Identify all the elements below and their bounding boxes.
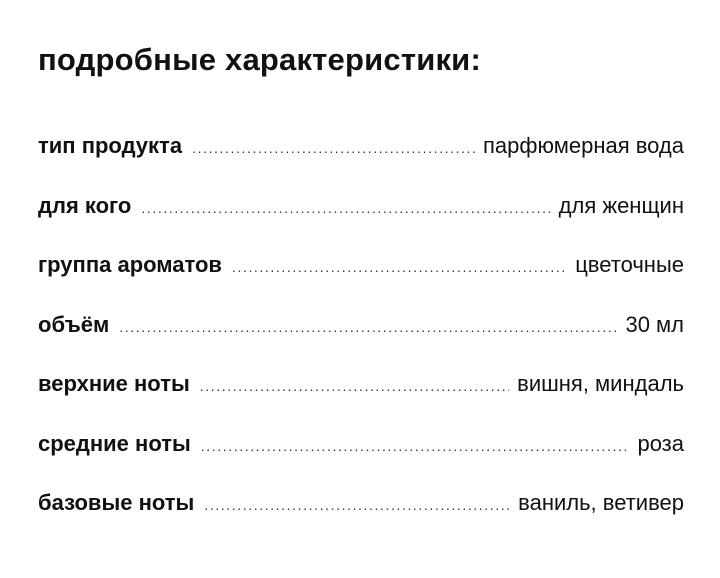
spec-value: 30 мл	[625, 311, 684, 337]
dot-leader	[200, 369, 509, 403]
spec-label: базовые ноты	[38, 490, 195, 515]
spec-value: цветочные	[575, 252, 684, 277]
spec-row-middle-notes	[38, 427, 684, 487]
spec-label: группа ароматов	[38, 252, 222, 277]
spec-row-audience	[38, 189, 684, 249]
dot-leader	[141, 191, 550, 225]
dot-leader	[201, 429, 630, 463]
spec-label: для кого	[38, 192, 132, 218]
spec-value: вишня, миндаль	[517, 371, 684, 396]
page-title: подробные характеристики:	[38, 42, 481, 77]
spec-row-volume	[38, 308, 684, 368]
spec-value: для женщин	[558, 192, 684, 218]
product-specs-card	[38, 0, 684, 578]
dot-leader	[232, 250, 567, 284]
dot-leader	[192, 131, 475, 165]
spec-row-top-notes	[38, 367, 684, 427]
spec-row-product-type	[38, 129, 684, 189]
dot-leader	[204, 488, 510, 522]
spec-list	[38, 129, 684, 546]
spec-value: роза	[637, 430, 684, 456]
spec-label: тип продукта	[38, 133, 183, 158]
spec-row-fragrance-group	[38, 248, 684, 308]
spec-label: объём	[38, 311, 110, 337]
spec-value: ваниль, ветивер	[518, 490, 684, 515]
spec-label: средние ноты	[38, 430, 191, 456]
spec-value: парфюмерная вода	[482, 133, 684, 158]
spec-row-base-notes	[38, 486, 684, 546]
spec-label: верхние ноты	[38, 371, 190, 396]
dot-leader	[119, 310, 617, 344]
